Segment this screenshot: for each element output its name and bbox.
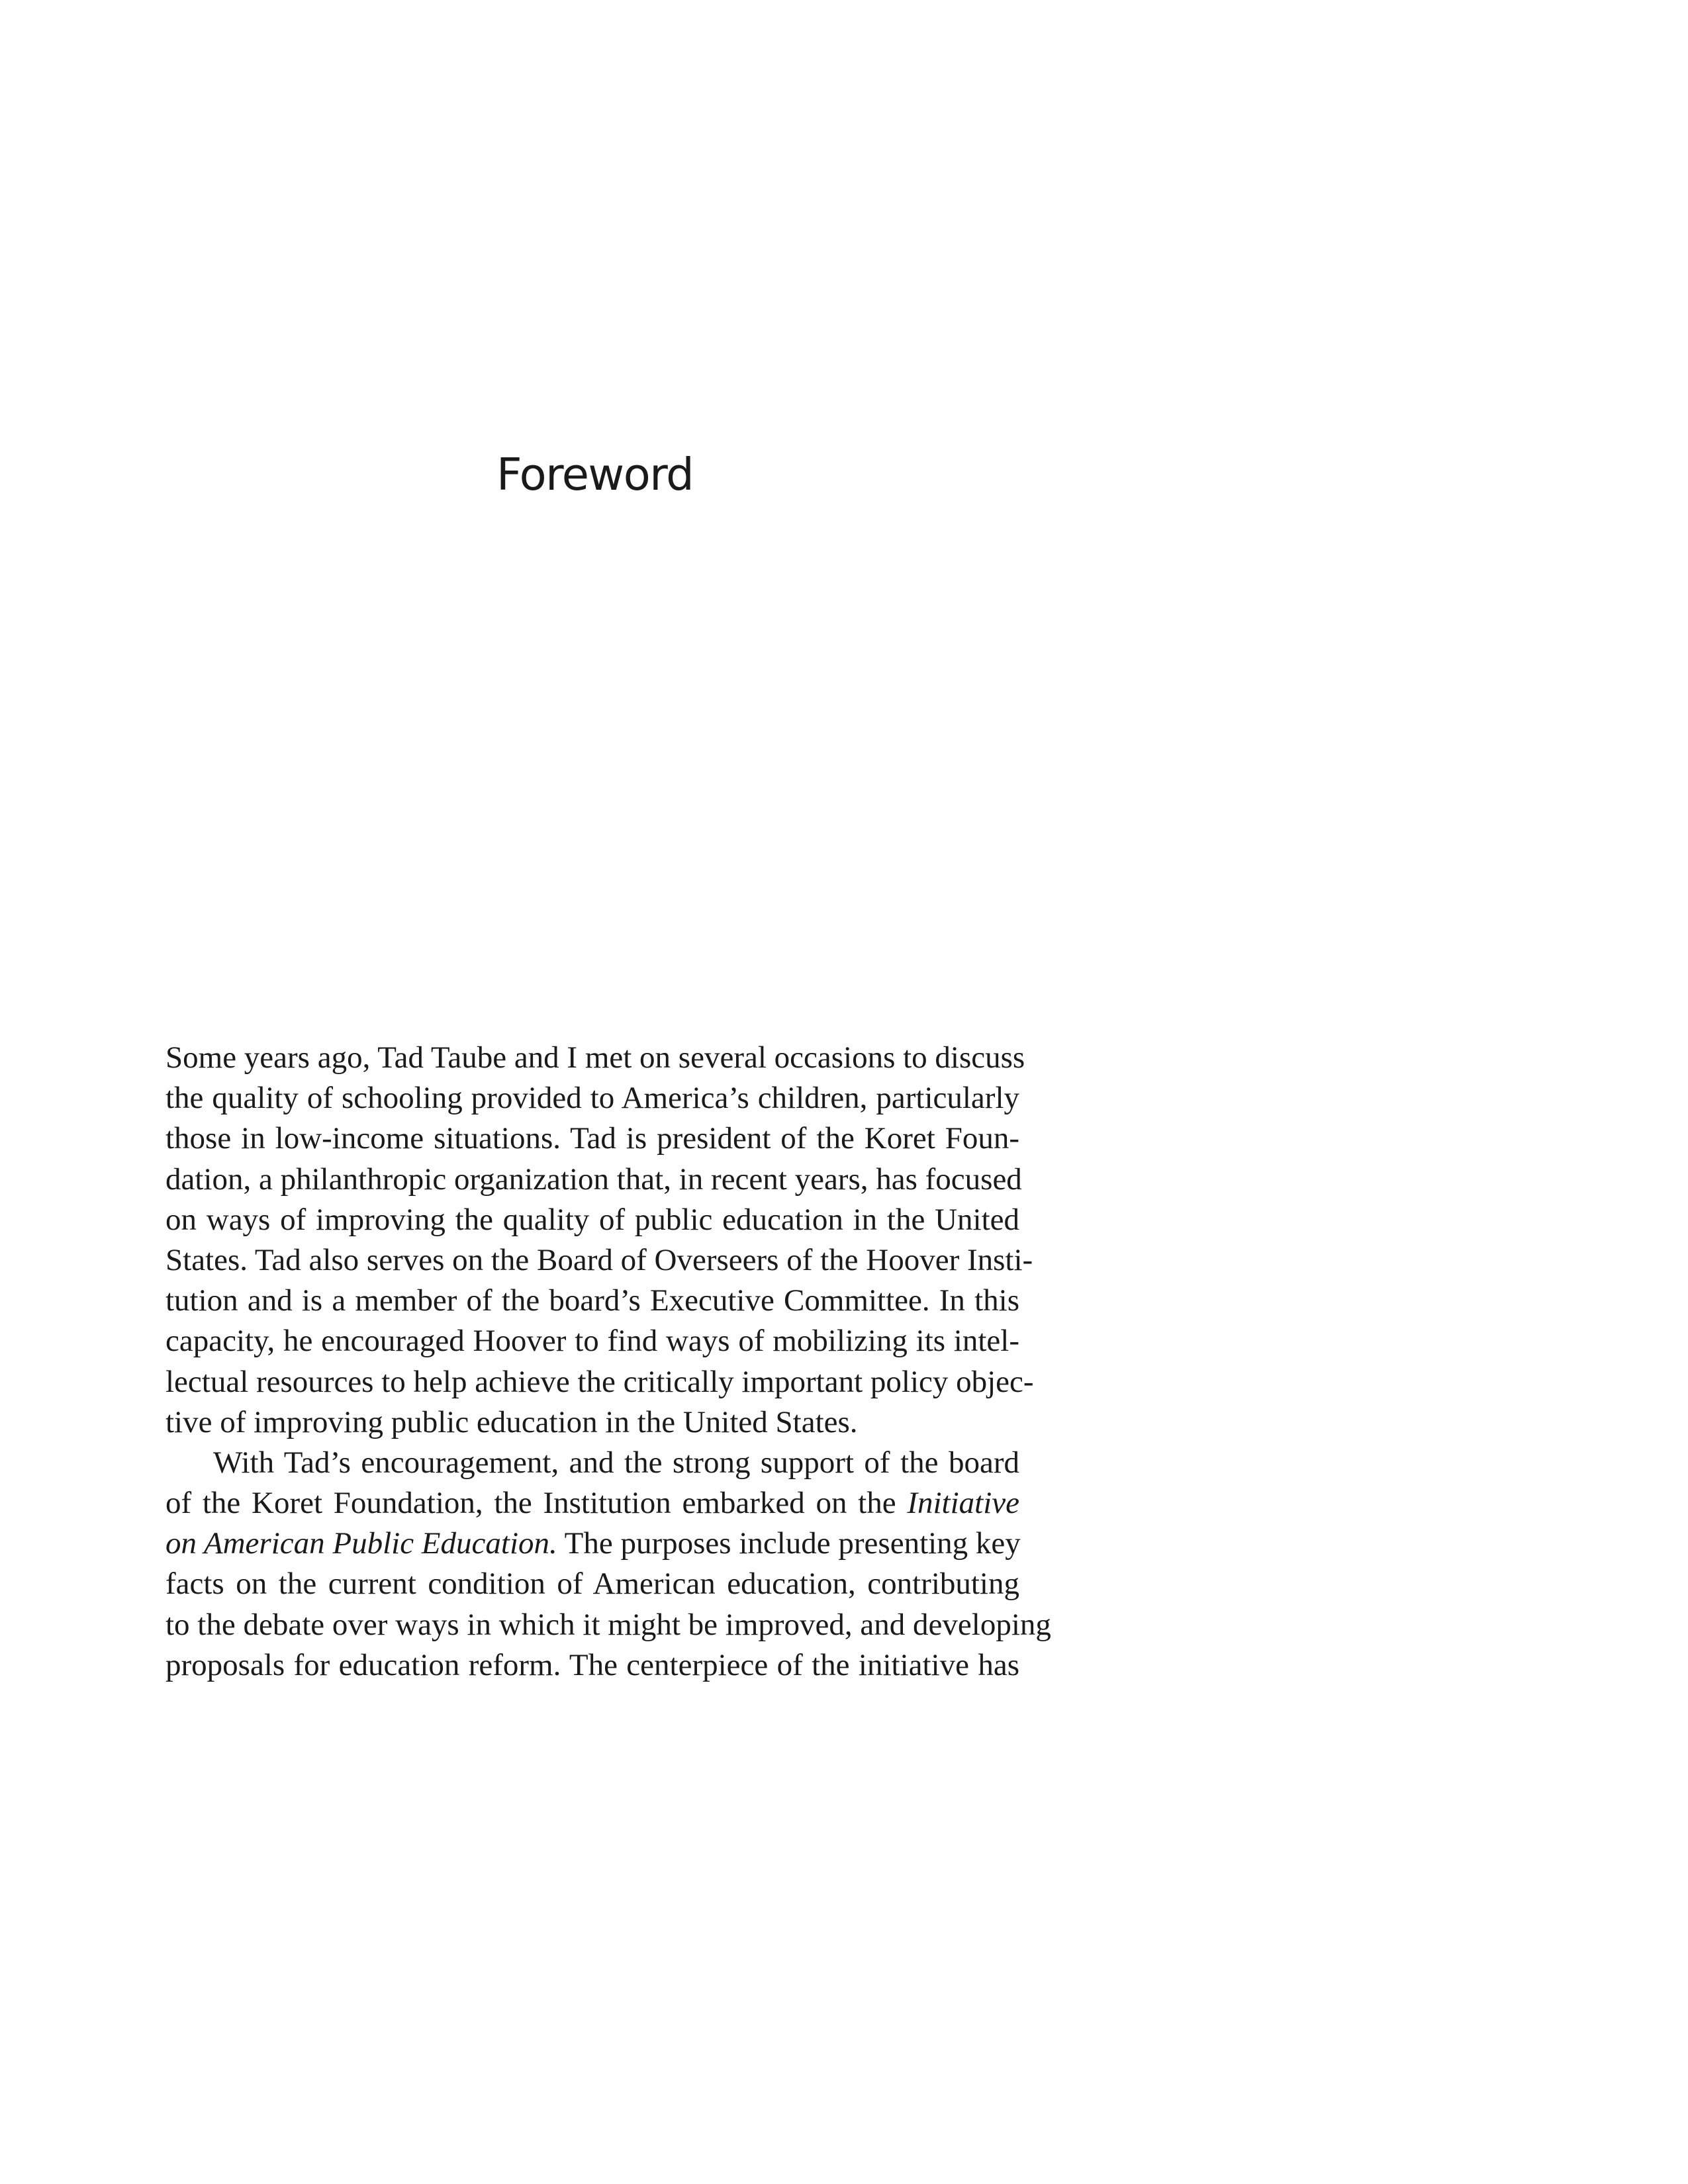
text-run: of the Koret Foundation, the Institution embarked on the — [165, 1486, 908, 1521]
text-line: tution and is a member of the board’s Executive Committee. In this — [165, 1283, 1019, 1318]
chapter-title: Foreword — [496, 449, 694, 500]
text-line-with-italic — [165, 1524, 1019, 1564]
text-line: facts on the current condition of American education, contributing — [165, 1567, 1019, 1602]
text-line: those in low-income situations. Tad is president of the Koret Foun- — [165, 1121, 1019, 1156]
foreword-body — [165, 1038, 1051, 1686]
text-line: the quality of schooling provided to America’s children, particularly — [165, 1081, 1019, 1116]
text-line: Some years ago, Tad Taube and I met on several occasions to discuss — [165, 1040, 1025, 1075]
text-line: States. Tad also serves on the Board of Overseers of the Hoover Insti- — [165, 1242, 1033, 1277]
text-line: tive of improving public education in the United States. — [165, 1404, 858, 1439]
text-line: proposals for education reform. The centerpiece of the initiative has — [165, 1647, 1019, 1682]
text-line: on ways of improving the quality of public education in the United — [165, 1202, 1019, 1237]
text-line: dation, a philanthropic organization that, in recent years, has focused — [165, 1161, 1022, 1197]
text-line: lectual resources to help achieve the critically important policy objec- — [165, 1364, 1034, 1399]
text-line: to the debate over ways in which it might be improved, and developing — [165, 1607, 1051, 1642]
text-line: capacity, he encouraged Hoover to find ways of mobilizing its intel- — [165, 1324, 1019, 1359]
text-line-with-italic — [165, 1483, 1019, 1524]
text-run: The purposes include presenting key — [557, 1526, 1021, 1561]
italic-title-run: Initiative — [907, 1486, 1019, 1521]
text-line: With Tad’s encouragement, and the strong support of the board — [213, 1445, 1019, 1480]
italic-title-run: on American Public Education. — [165, 1526, 557, 1561]
